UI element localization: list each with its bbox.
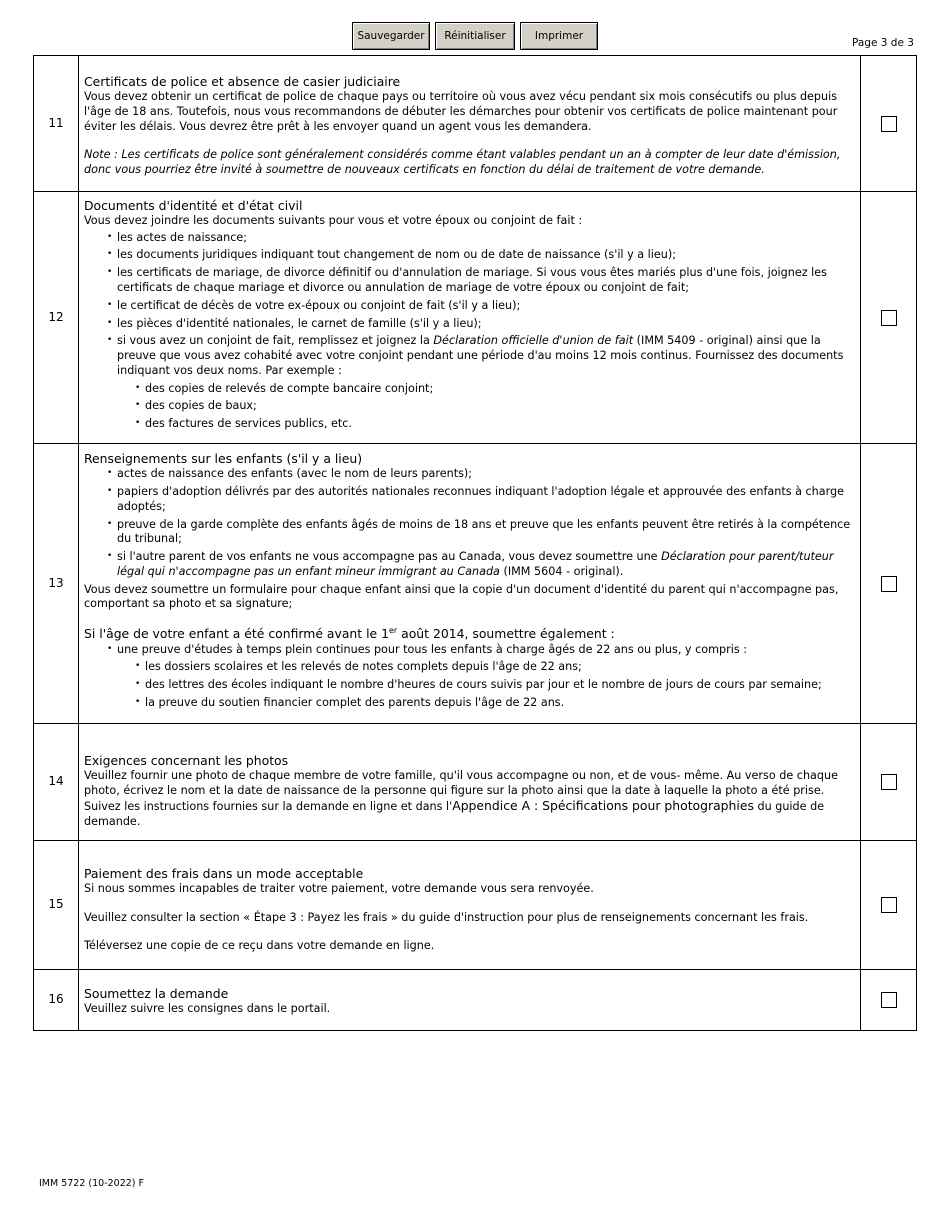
table-row [34,444,917,724]
list-item: • les pièces d'identité nationales, le carnet de famille (s'il y a lieu); [117,317,854,332]
table-row [34,841,917,970]
list-item: • le certificat de décès de votre ex-époux ou conjoint de fait (s'il y a lieu); [117,299,854,314]
checkbox[interactable] [881,774,897,790]
list-item: • les actes de naissance; [117,231,854,246]
row-number: 16 [34,970,79,1031]
checkbox[interactable] [881,897,897,913]
list-item: • les dossiers scolaires et les relevés de notes complets depuis l'âge de 22 ans; [145,660,854,675]
table-row [34,724,917,841]
row-number: 11 [34,56,79,192]
row-number: 15 [34,841,79,970]
row-text: Téléversez une copie de ce reçu dans votre demande en ligne. [84,939,435,953]
sub-list [117,382,854,432]
row-text: Si l'âge de votre enfant a été confirmé avant le 1er août 2014, soumettre également : [84,626,615,642]
list-item: • des copies de baux; [145,399,854,414]
row-check-cell [861,444,917,724]
row-text: Veuillez fournir une photo de chaque membre de votre famille, qu'il vous accompagne ou non, et de vous- même. Au verso de chaque photo, écrivez le nom et la date de naissance de la personne qui figure sur la photo ainsi que la date à laquelle la photo a été prise. Suivez les instructions fournies sur la demande en ligne et dans l'Appendice A : Spécifications pour photographies du guide de demande. [84,768,838,829]
row-check-cell [861,970,917,1031]
row-content [79,56,861,192]
form-code: IMM 5722 (10-2022) F [39,1178,145,1189]
reset-button[interactable]: Réinitialiser [435,22,515,50]
row-check-cell [861,56,917,192]
row-title: Documents d'identité et d'état civil [84,198,303,213]
checkbox[interactable] [881,576,897,592]
checkbox[interactable] [881,310,897,326]
table-row [34,56,917,192]
list-item: • si l'autre parent de vos enfants ne vous accompagne pas au Canada, vous devez soumettre une Déclaration pour parent/tuteur légal qui n'accompagne pas un enfant mineur immigrant au Canada (IMM 5604 - original). [117,550,854,580]
checkbox[interactable] [881,992,897,1008]
sub-list [117,660,854,710]
row-text: Si nous sommes incapables de traiter votre paiement, votre demande vous sera renvoyée. [84,881,594,895]
list-item: • les certificats de mariage, de divorce définitif ou d'annulation de mariage. Si vous vous êtes mariés plus d'une fois, joignez les certificats de chaque mariage et divorce ou annulation de mariage de votre époux ou conjoint de fait; [117,266,854,296]
list-item: • la preuve du soutien financier complet des parents depuis l'âge de 22 ans. [145,696,854,711]
list-item: • des lettres des écoles indiquant le nombre d'heures de cours suivis par jour et le nombre de jours de cours par semaine; [145,678,854,693]
row-text: Vous devez joindre les documents suivants pour vous et votre époux ou conjoint de fait : [84,213,583,227]
row-title: Renseignements sur les enfants (s'il y a lieu) [84,451,363,467]
row-content [79,724,861,841]
row-content [79,192,861,444]
table-row [34,970,917,1031]
list-item: • des copies de relevés de compte bancaire conjoint; [145,382,854,397]
row-content [79,841,861,970]
list-item: • papiers d'adoption délivrés par des autorités nationales reconnues indiquant l'adoption légale et approuvée des enfants à charge adoptés; [117,485,854,515]
page-number: Page 3 de 3 [852,37,914,49]
list-item: • preuve de la garde complète des enfants âgés de moins de 18 ans et preuve que les enfants peuvent être retirés à la compétence du tribunal; [117,518,854,548]
row-text: Vous devez soumettre un formulaire pour chaque enfant ainsi que la copie d'un document d'identité du parent qui n'accompagne pas, comportant sa photo et sa signature; [84,582,839,611]
row-content [79,444,861,724]
list-item: • des factures de services publics, etc. [145,417,854,432]
checkbox[interactable] [881,116,897,132]
row-title: Exigences concernant les photos [84,753,289,769]
save-button[interactable]: Sauvegarder [352,22,430,50]
row-check-cell [861,841,917,970]
row-number: 12 [34,192,79,444]
bullet-list [84,467,854,579]
checklist-table [33,55,917,1031]
bullet-list [84,643,854,711]
row-text: Veuillez consulter la section « Étape 3 : Payez les frais » du guide d'instruction pour plus de renseignements concernant les frais. [84,910,809,924]
list-item: • actes de naissance des enfants (avec le nom de leurs parents); [117,467,854,482]
row-title: Paiement des frais dans un mode acceptable [84,865,364,881]
row-note: Note : Les certificats de police sont généralement considérés comme étant valables pendant un an à compter de leur date d'émission, donc vous pourriez être invité à soumettre de nouveaux certificats en fonction du délai de traitement de votre demande. [84,148,841,177]
row-title: Certificats de police et absence de casier judiciaire [84,74,401,90]
list-item: • les documents juridiques indiquant tout changement de nom ou de date de naissance (s'il y a lieu); [117,248,854,263]
list-item: • si vous avez un conjoint de fait, remplissez et joignez la Déclaration officielle d'union de fait (IMM 5409 - original) ainsi que la preuve que vous avez cohabité avec votre conjoint pendant une période d'au moins 12 mois continus. Fournissez des documents indiquant vos deux noms. Par exemple : • des copies de relevés de compte bancaire conjoint; • des copies de baux; • des factures de services publics, etc. [117,334,854,432]
print-button[interactable]: Imprimer [520,22,598,50]
row-text: Vous devez obtenir un certificat de police de chaque pays ou territoire où vous avez vécu pendant six mois consécutifs ou plus depuis l'âge de 18 ans. Toutefois, nous vous recommandons de débuter les démarches pour obtenir vos certificats de police maintenant pour éviter les délais. Vous devrez être prêt à les envoyer quand un agent vous les demandera. [84,89,838,133]
row-title: Soumettez la demande [84,986,229,1002]
row-text: Veuillez suivre les consignes dans le portail. [84,1002,331,1016]
row-content [79,970,861,1031]
bullet-list [84,231,854,432]
table-row [34,192,917,444]
row-number: 13 [34,444,79,724]
row-number: 14 [34,724,79,841]
row-check-cell [861,724,917,841]
row-check-cell [861,192,917,444]
list-item: • une preuve d'études à temps plein continues pour tous les enfants à charge âgés de 22 ans ou plus, y compris : • les dossiers scolaires et les relevés de notes complets depuis l'âge de 22 ans; • des lettres des écoles indiquant le nombre d'heures de cours suivis par jour et le nombre de jours de cours par semaine; • la preuve du soutien financier complet des parents depuis l'âge de 22 ans. [117,643,854,711]
